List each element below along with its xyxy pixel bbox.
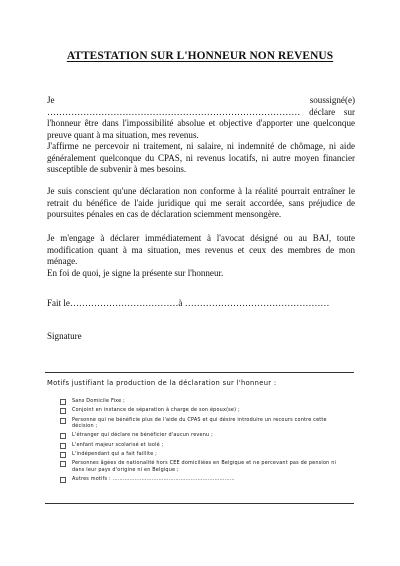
motifs-checklist	[60, 398, 350, 485]
motif-option[interactable]	[60, 460, 350, 472]
motif-label: Autres motifs : ………………………………………………………………	[72, 475, 235, 482]
checkbox-icon[interactable]	[60, 433, 66, 439]
motif-option[interactable]	[60, 432, 350, 438]
motif-label: Sans Domicile Fixe ;	[72, 398, 125, 404]
checkbox-icon[interactable]	[60, 408, 66, 414]
commitment-paragraph: Je m'engage à déclarer immédiatement à l'avocat désigné ou au BAJ, toute modification quant à ma situation, mes revenus et ceux des membres de mon ménage.	[47, 233, 355, 266]
declaration-paragraph: Je soussigné(e) ………………………………………………………………………… déclare sur l'honneur être dans l'impossibilité absolue et objective d'apporter une quelconque preuve quant à ma situation, mes revenus.	[47, 95, 355, 140]
checkbox-icon[interactable]	[60, 443, 66, 449]
closing-paragraph: En foi de quoi, je signe la présente sur l'honneur.	[47, 268, 224, 278]
motif-label: Conjoint en instance de séparation à charge de son époux(se) ;	[72, 407, 240, 414]
motif-option[interactable]	[60, 417, 350, 429]
motif-option[interactable]	[60, 398, 350, 404]
place-date-line[interactable]: Fait le………………………………à …………………………………………	[47, 298, 330, 308]
no-income-paragraph: J'affirme ne percevoir ni traitement, ni salaire, ni indemnité de chômage, ni aide généralement quelconque du CPAS, ni revenus locatifs, ni autre moyen financier susceptible de subvenir à mes besoins.	[47, 141, 355, 174]
document-title	[0, 50, 400, 62]
motif-option[interactable]	[60, 476, 350, 482]
motif-label: Personnes âgées de nationalité hors CEE domiciliées en Belgique et ne percevant pas de pension ni dans leur pays d'origine ni en Belgique ;	[72, 460, 337, 473]
checkbox-icon[interactable]	[60, 418, 66, 424]
motif-label: L'indépendant qui a fait faillite ;	[72, 451, 158, 458]
motif-option[interactable]	[60, 442, 350, 448]
motif-option[interactable]	[60, 451, 350, 457]
motif-label: L'étranger qui déclare ne bénéficier d'aucun revenu ;	[72, 432, 213, 439]
motif-label: Personne qui ne bénéficie plus de l'aide du CPAS et qui désire introduire un recours contre cette décision ;	[72, 416, 327, 429]
motif-option[interactable]	[60, 407, 350, 413]
top-divider	[45, 372, 354, 373]
consequences-paragraph: Je suis conscient qu'une déclaration non conforme à la réalité pourrait entraîner le retrait du bénéfice de l'aide juridique qui me serait accordée, sans préjudice de poursuites pénales en cas de déclaration sciemment mensongère.	[47, 186, 355, 219]
checkbox-icon[interactable]	[60, 399, 66, 405]
signature-label: Signature	[47, 331, 82, 341]
motif-label: L'enfant majeur scolarisé et isolé ;	[72, 441, 164, 448]
bottom-divider	[45, 503, 354, 504]
checkbox-icon[interactable]	[60, 477, 66, 483]
checkbox-icon[interactable]	[60, 452, 66, 458]
checkbox-icon[interactable]	[60, 461, 66, 467]
document-title-text: ATTESTATION SUR L'HONNEUR NON REVENUS	[66, 50, 334, 62]
motifs-heading: Motifs justifiant la production de la déclaration sur l'honneur :	[47, 379, 277, 387]
